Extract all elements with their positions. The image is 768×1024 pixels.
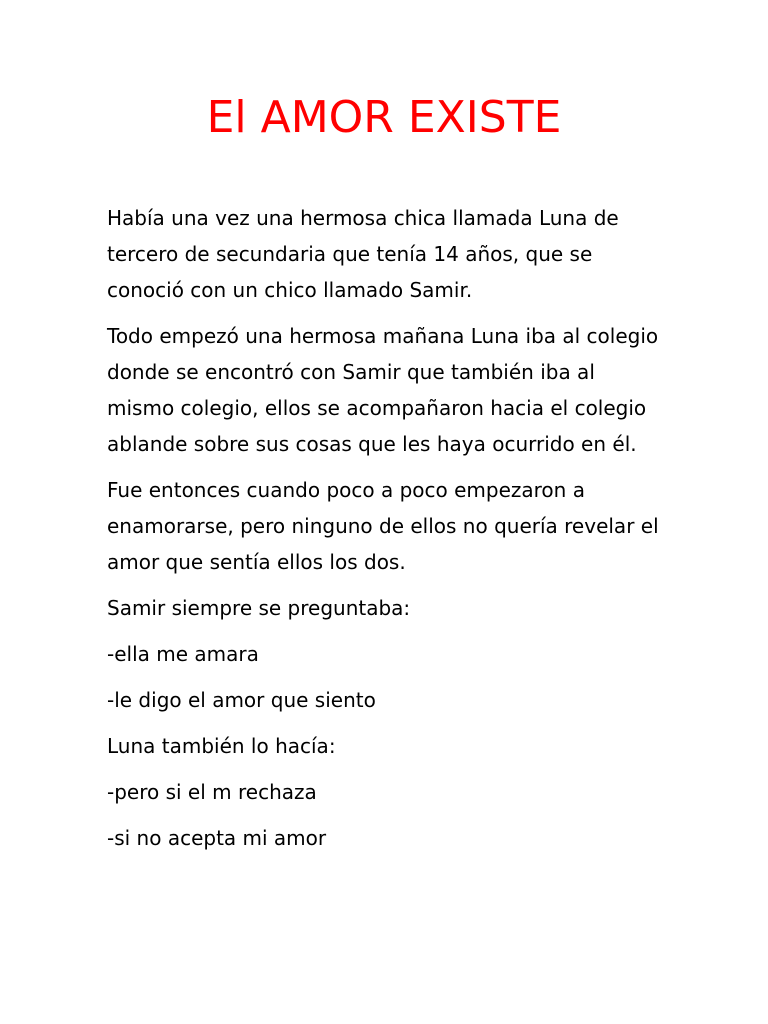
- paragraph: Samir siempre se preguntaba:: [107, 596, 411, 620]
- document-body: [107, 200, 667, 866]
- paragraph: Luna también lo hacía:: [107, 734, 336, 758]
- paragraph: -ella me amara: [107, 642, 259, 666]
- paragraph: Fue entonces cuando poco a poco empezaron a enamorarse, pero ninguno de ellos no quería revelar el amor que sentía ellos los dos.: [107, 478, 659, 574]
- paragraph: -pero si el m rechaza: [107, 780, 317, 804]
- document-title: El AMOR EXISTE: [206, 92, 562, 143]
- paragraph: Todo empezó una hermosa mañana Luna iba al colegio donde se encontró con Samir que también iba al mismo colegio, ellos se acompañaron hacia el colegio ablande sobre sus cosas que les haya ocurrido en él.: [107, 324, 659, 456]
- paragraph: -le digo el amor que siento: [107, 688, 376, 712]
- paragraph: -si no acepta mi amor: [107, 826, 327, 850]
- paragraph: Había una vez una hermosa chica llamada Luna de tercero de secundaria que tenía 14 años, que se conoció con un chico llamado Samir.: [107, 206, 619, 302]
